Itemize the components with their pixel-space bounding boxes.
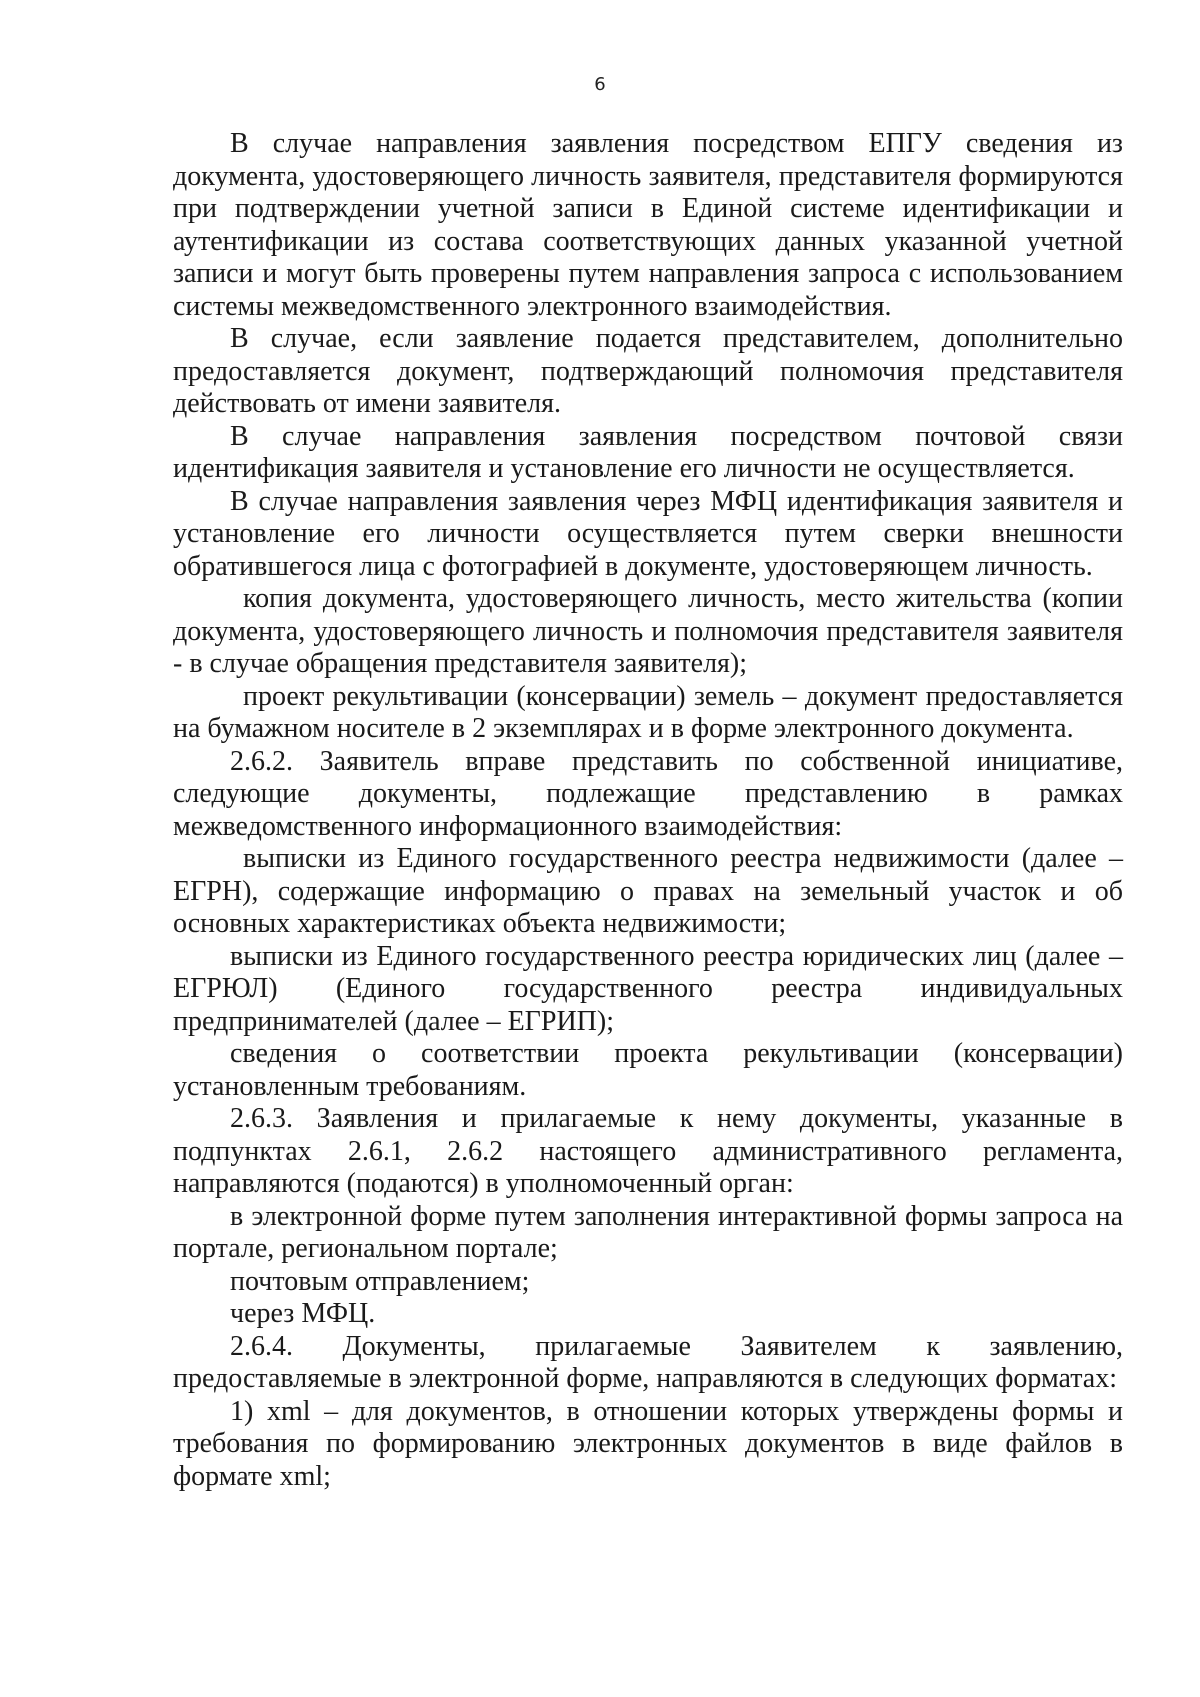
paragraph-egrn-extract: выписки из Единого государственного реестра недвижимости (далее – ЕГРН), содержащие информацию о правах на земельный участок и об основных характеристиках объекта недвижимости;: [173, 843, 1123, 939]
paragraph-egrul-extract: выписки из Единого государственного реестра юридических лиц (далее – ЕГРЮЛ) (Единого государственного реестра индивидуальных предпринимателей (далее – ЕГРИП);: [173, 940, 1123, 1037]
paragraph-2-6-4: 2.6.4. Документы, прилагаемые Заявителем к заявлению, предоставляемые в электронной форме, направляются в следующих форматах:: [173, 1330, 1123, 1394]
paragraph-xml-format: 1) xml – для документов, в отношении которых утверждены формы и требования по формированию электронных документов в виде файлов в формате xml;: [173, 1395, 1123, 1492]
paragraph-electronic-form: в электронной форме путем заполнения интерактивной формы запроса на портале, региональном портале;: [173, 1200, 1123, 1264]
paragraph-2-6-2: 2.6.2. Заявитель вправе представить по собственной инициативе, следующие документы, подлежащие представлению в рамках межведомственного информационного взаимодействия:: [173, 745, 1123, 842]
page-number: 6: [594, 74, 606, 95]
paragraph-mfc-identification: В случае направления заявления через МФЦ идентификация заявителя и установление его личности осуществляется путем сверки внешности обратившегося лица с фотографией в документе, удостоверяющем личность.: [173, 485, 1123, 582]
document-body: [173, 128, 1123, 1493]
paragraph-identity-copy: копия документа, удостоверяющего личность, место жительства (копии документа, удостоверяющего личность и полномочия представителя заявителя - в случае обращения представителя заявителя);: [173, 583, 1123, 679]
paragraph-compliance-info: сведения о соответствии проекта рекультивации (консервации) установленным требованиям.: [173, 1038, 1123, 1102]
paragraph-postal: В случае направления заявления посредством почтовой связи идентификация заявителя и установление его личности не осуществляется.: [173, 420, 1123, 484]
paragraph-representative: В случае, если заявление подается представителем, дополнительно предоставляется документ, подтверждающий полномочия представителя действовать от имени заявителя.: [173, 323, 1123, 419]
paragraph-via-mfc: через МФЦ.: [230, 1298, 376, 1329]
paragraph-epgu-identification: В случае направления заявления посредством ЕПГУ сведения из документа, удостоверяющего личность заявителя, представителя формируются при подтверждении учетной записи в Единой системе идентификации и аутентификации из состава соответствующих данных указанной учетной записи и могут быть проверены путем направления запроса с использованием системы межведомственного электронного взаимодействия.: [173, 128, 1123, 322]
paragraph-2-6-3: 2.6.3. Заявления и прилагаемые к нему документы, указанные в подпунктах 2.6.1, 2.6.2 настоящего административного регламента, направляются (подаются) в уполномоченный орган:: [173, 1103, 1123, 1199]
paragraph-reclamation-project: проект рекультивации (консервации) земель – документ предоставляется на бумажном носителе в 2 экземплярах и в форме электронного документа.: [173, 680, 1123, 744]
paragraph-postal-delivery: почтовым отправлением;: [230, 1265, 530, 1297]
